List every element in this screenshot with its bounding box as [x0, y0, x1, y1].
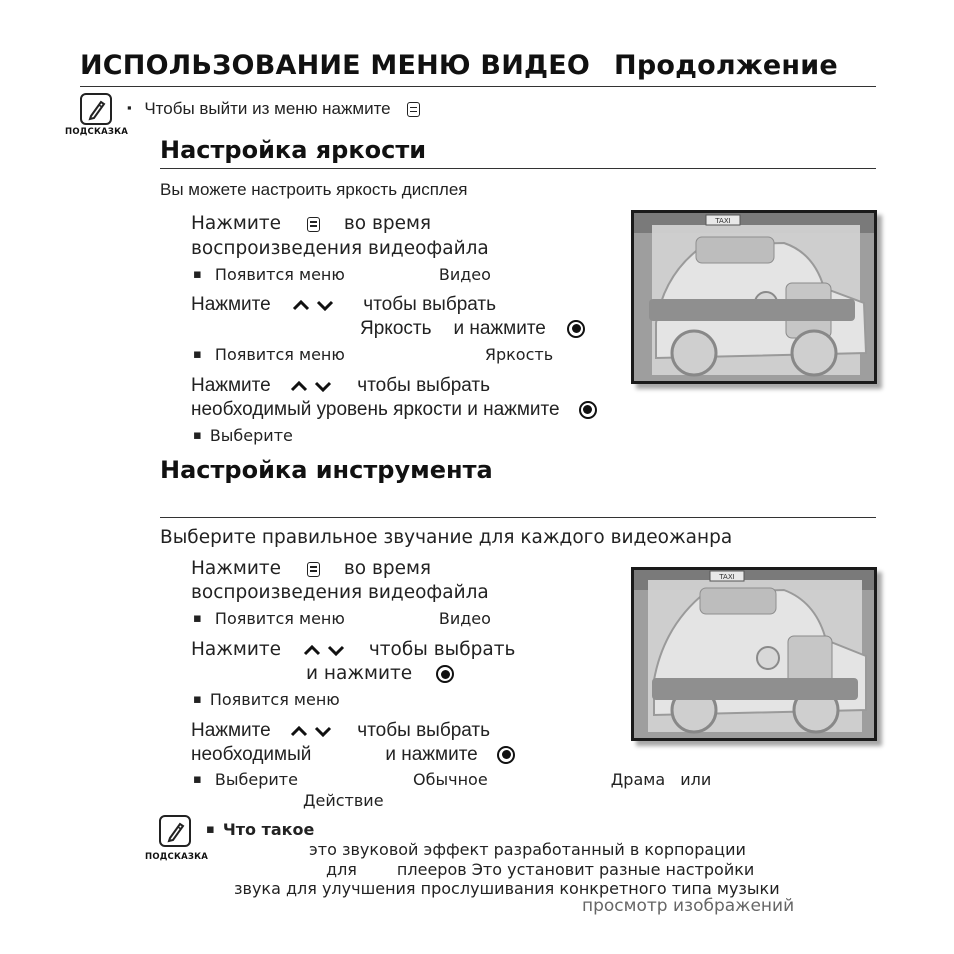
device-screen-instrument [631, 567, 877, 741]
menu-button-icon [407, 102, 420, 117]
section-rule [160, 517, 876, 518]
hint-pencil-icon [80, 93, 112, 125]
brightness-intro: Вы можете настроить яркость дисплея [160, 180, 468, 199]
taxi-photo [634, 213, 874, 381]
hint-bottom-line1: это звуковой эффект разработанный в корпорации [309, 840, 746, 859]
menu-button-icon [307, 217, 320, 232]
hint-bottom-line3: звука для улучшения прослушивания конкретного типа музыки [234, 879, 780, 898]
page-title: ИСПОЛЬЗОВАНИЕ МЕНЮ ВИДЕО Продолжение [80, 50, 838, 81]
select-button-icon [497, 746, 515, 764]
up-down-arrow-icon [290, 725, 332, 737]
up-down-arrow-icon [290, 380, 332, 392]
title-rule [80, 86, 876, 87]
select-button-icon [567, 320, 585, 338]
select-button-icon [579, 401, 597, 419]
brightness-step2-line2: Яркость и нажмите [360, 318, 585, 340]
up-down-arrow-icon [303, 644, 345, 656]
section-heading-brightness: Настройка яркости [160, 136, 427, 164]
instrument-bullet3: ▪ Выберите Обычное Драма или [193, 770, 711, 789]
taxi-photo [634, 570, 874, 738]
instrument-step2-line1: Нажмите чтобы выбрать [191, 639, 516, 660]
instrument-step1-line1: Нажмите во время [191, 558, 432, 579]
taxi-sign-text: TAXI [719, 573, 735, 581]
brightness-step3-line1: Нажмите чтобы выбрать [191, 375, 491, 396]
hint-bottom-line2: для плееров Это установит разные настройки [326, 860, 755, 879]
brightness-step1-line2: воспроизведения видеофайла [191, 238, 489, 259]
instrument-bullet2: ▪ Появится меню [193, 690, 340, 709]
instrument-step3-line1: Нажмите чтобы выбрать [191, 720, 491, 741]
brightness-bullet3: ▪ Выберите [193, 426, 293, 445]
instrument-bullet3-cont: Действие [303, 791, 384, 810]
instrument-step3-line2: необходимый и нажмите [191, 744, 515, 766]
hint-label: ПОДСКАЗКА [65, 127, 129, 137]
hint-bottom-title: ▪ Что такое [206, 820, 314, 839]
brightness-step1-line1: Нажмите во время [191, 213, 432, 234]
section-heading-instrument: Настройка инструмента [160, 456, 493, 484]
continued-label: Продолжение [614, 50, 838, 81]
hint-pencil-icon [159, 815, 191, 847]
hint-label: ПОДСКАЗКА [145, 852, 209, 862]
device-screen-brightness [631, 210, 877, 384]
instrument-step1-line2: воспроизведения видеофайла [191, 582, 489, 603]
up-down-arrow-icon [292, 299, 334, 311]
menu-button-icon [307, 562, 320, 577]
section-rule [160, 168, 876, 169]
footer-section-name: просмотр изображений [582, 896, 795, 916]
brightness-step3-line2: необходимый уровень яркости и нажмите [191, 399, 597, 421]
brightness-bullet1: ▪ Появится меню Видео [193, 265, 491, 284]
instrument-bullet1: ▪ Появится меню Видео [193, 609, 491, 628]
brightness-bullet2: ▪ Появится меню Яркость [193, 345, 553, 364]
instrument-intro: Выберите правильное звучание для каждого видеожанра [160, 527, 733, 548]
taxi-sign-text: TAXI [715, 217, 731, 225]
brightness-step2-line1: Нажмите чтобы выбрать [191, 294, 497, 315]
hint-text: ▪ Чтобы выйти из меню нажмите [127, 99, 420, 119]
instrument-step2-line2: и нажмите [306, 663, 454, 684]
select-button-icon [436, 665, 454, 683]
